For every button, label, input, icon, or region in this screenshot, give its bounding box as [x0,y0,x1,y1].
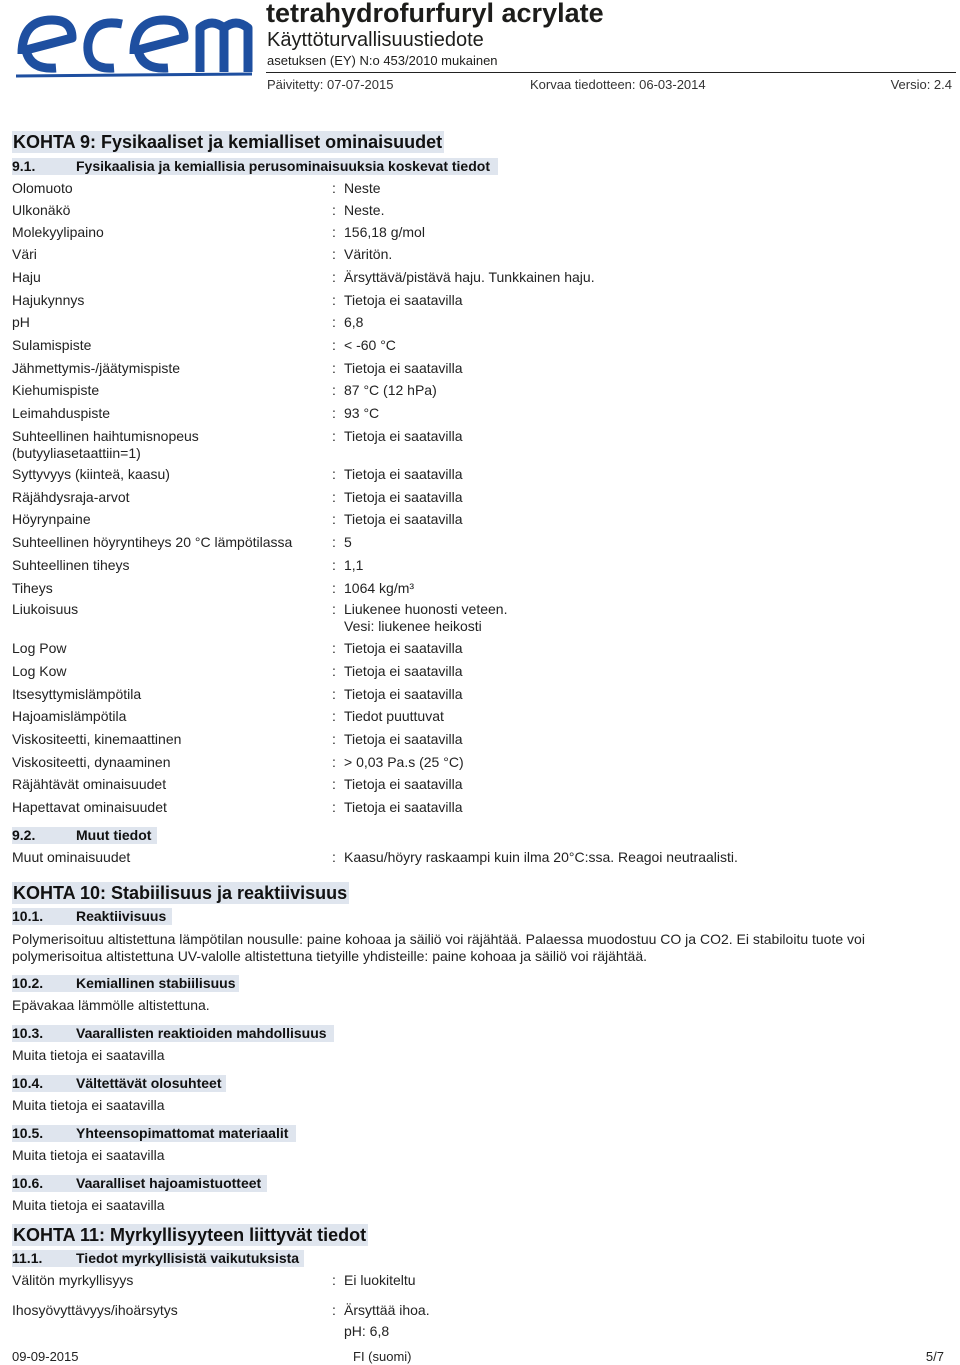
property-value: Tietoja ei saatavilla [344,640,463,656]
property-value: < -60 °C [344,337,396,353]
subsection-text: Muita tietoja ei saatavilla [12,1047,165,1063]
property-label: Suhteellinen höyryntiheys 20 °C lämpötilassa [12,534,293,550]
property-label: Syttyvyys (kiinteä, kaasu) [12,466,170,482]
property-value: Ärsyttävä/pistävä haju. Tunkkainen haju. [344,269,595,285]
subsection-text: Muita tietoja ei saatavilla [12,1097,165,1113]
subsection-text: Epävakaa lämmölle altistettuna. [12,997,210,1013]
subsection-10-1: 10.1. Reaktiivisuus [12,908,172,925]
property-label: Viskositeetti, kinemaattinen [12,731,182,747]
regulation: asetuksen (EY) N:o 453/2010 mukainen [267,53,498,68]
subsection-number: 9.1. [12,158,36,174]
property-value: Kaasu/höyry raskaampi kuin ilma 20°C:ssa. Reagoi neutraalisti. [344,849,738,865]
property-value: Tietoja ei saatavilla [344,511,463,527]
header-divider [266,72,956,73]
property-label: Räjähtävät ominaisuudet [12,776,167,792]
property-label: Ulkonäkö [12,202,71,218]
property-label: Suhteellinen tiheys [12,557,130,573]
subsection-title: Fysikaalisia ja kemiallisia perusominaisuuksia koskevat tiedot [76,158,490,174]
subsection-9-1 [12,158,498,175]
property-value: Tietoja ei saatavilla [344,776,463,792]
property-value: > 0,03 Pa.s (25 °C) [344,754,464,770]
subsection-10-5: 10.5. Yhteensopimattomat materiaalit [12,1125,296,1142]
footer-date: 09-09-2015 [12,1349,79,1364]
property-value: 156,18 g/mol [344,224,425,240]
replaces-date: Korvaa tiedotteen: 06-03-2014 [530,77,706,92]
property-value: Tietoja ei saatavilla [344,686,463,702]
property-value: Tietoja ei saatavilla [344,731,463,747]
property-label: Liukoisuus [12,601,79,617]
property-value: Ärsyttää ihoa. pH: 6,8 [344,1302,430,1339]
subsection-title: Muut tiedot [76,827,152,843]
property-label: Olomuoto [12,180,73,196]
property-value: 87 °C (12 hPa) [344,382,437,398]
footer-page-number: 5/7 [925,1349,944,1364]
property-value: Väritön. [344,246,393,262]
property-value: Tietoja ei saatavilla [344,360,463,376]
property-label: Ihosyövyttävyys/ihoärsytys [12,1302,178,1318]
updated-date: Päivitetty: 07-07-2015 [267,77,394,92]
property-value: Neste [344,180,381,196]
property-value: Tiedot puuttuvat [344,708,444,724]
subsection-text: Muita tietoja ei saatavilla [12,1147,165,1163]
ecem-logo [12,6,258,82]
property-value: 1,1 [344,557,364,573]
property-label: Kiehumispiste [12,382,100,398]
property-label: Muut ominaisuudet [12,849,131,865]
property-label: Log Kow [12,663,67,679]
property-label: Jähmettymis-/jäätymispiste [12,360,181,376]
subsection-11-1: 11.1. Tiedot myrkyllisistä vaikutuksista [12,1250,304,1267]
property-label: Väri [12,246,37,262]
subsection-9-2 [12,827,157,844]
property-label: Viskositeetti, dynaaminen [12,754,171,770]
property-label: Räjähdysraja-arvot [12,489,130,505]
product-name: tetrahydrofurfuryl acrylate [266,0,604,28]
property-label: Log Pow [12,640,67,656]
property-value: Tietoja ei saatavilla [344,466,463,482]
subsection-number: 9.2. [12,827,36,843]
property-label: Leimahduspiste [12,405,111,421]
section-10-title: KOHTA 10: Stabiilisuus ja reaktiivisuus [13,883,348,903]
property-value: 1064 kg/m³ [344,580,415,596]
property-value: 5 [344,534,352,550]
section-11-title: KOHTA 11: Myrkyllisyyteen liittyvät tiedot [13,1225,367,1245]
property-value: 6,8 [344,314,364,330]
subsection-text: Polymerisoituu altistettuna lämpötilan nousulle: paine kohoaa ja säiliö voi räjähtää. Palaessa muodostuu CO ja CO2. Ei stabiloitu tuote voi polymerisoitua altistettuna UV-valolle altistettuna tietyille yhdisteille: paine kohoaa ja säiliö voi räjähtää. [12,931,865,964]
subsection-10-3: 10.3. Vaarallisten reaktioiden mahdollisuus [12,1025,334,1042]
property-value: 93 °C [344,405,380,421]
property-label: Hajukynnys [12,292,85,308]
subsection-text: Muita tietoja ei saatavilla [12,1197,165,1213]
property-label: pH [12,314,30,330]
property-label: Haju [12,269,41,285]
property-label: Hapettavat ominaisuudet [12,799,167,815]
property-value: Ei luokiteltu [344,1272,416,1288]
property-label: Hajoamislämpötila [12,708,127,724]
property-value: Tietoja ei saatavilla [344,799,463,815]
subsection-10-4: 10.4. Vältettävät olosuhteet [12,1075,226,1092]
property-label: Höyrynpaine [12,511,91,527]
document-type: Käyttöturvallisuustiedote [267,29,484,51]
property-value: Liukenee huonosti veteen. Vesi: liukenee heikosti [344,601,508,634]
subsection-10-2: 10.2. Kemiallinen stabiilisuus [12,975,239,992]
property-label: Itsesyttymislämpötila [12,686,142,702]
property-value: Tietoja ei saatavilla [344,663,463,679]
property-label: Molekyylipaino [12,224,104,240]
property-value: Tietoja ei saatavilla [344,428,463,444]
version: Versio: 2.4 [890,77,952,92]
footer-language: FI (suomi) [353,1349,412,1364]
property-label: Välitön myrkyllisyys [12,1272,134,1288]
subsection-10-6: 10.6. Vaaralliset hajoamistuotteet [12,1175,267,1192]
property-value: Tietoja ei saatavilla [344,292,463,308]
section-9-title: KOHTA 9: Fysikaaliset ja kemialliset ominaisuudet [13,132,443,152]
property-value: Tietoja ei saatavilla [344,489,463,505]
property-label: Tiheys [12,580,53,596]
property-label: Sulamispiste [12,337,92,353]
property-label: Suhteellinen haihtumisnopeus (butyyliasetaattiin=1) [12,428,199,461]
property-value: Neste. [344,202,385,218]
